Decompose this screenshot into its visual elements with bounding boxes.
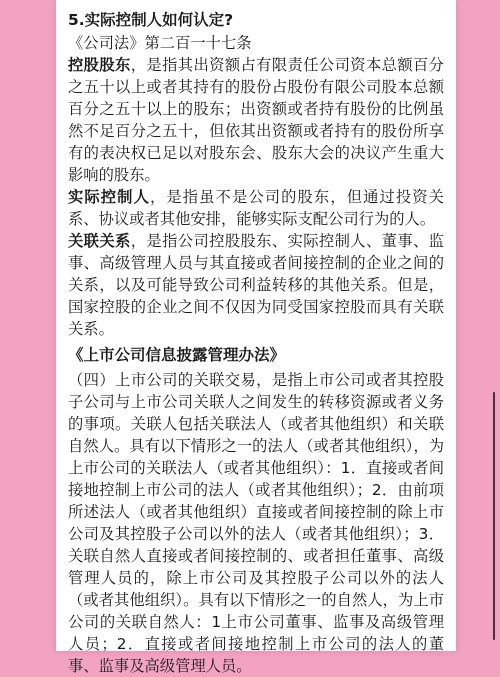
definition-text: ，是指公司控股股东、实际控制人、董事、监事、高级管理人员与其直接或者间接控制的企业之间的关系，以及可能导致公司利益转移的其他关系。但是，国家控股的企业之间不仅因为同受国家控股而具有关联关系。 [68, 232, 444, 338]
term-label: 实际控制人 [68, 188, 150, 206]
section-body: （四）上市公司的关联交易，是指上市公司或者其控股子公司与上市公司关联人之间发生的转移资源或者义务的事项。关联人包括关联法人（或者其他组织）和关联自然人。具有以下情形之一的法人（或者其他组织），为上市公司的关联法人（或者其他组织）：1．直接或者间接地控制上市公司的法人（或者其他组织）；2．由前项所述法人（或者其他组织）直接或者间接控制的除上市公司及其控股子公司以外的法人（或者其他组织）；3．关联自然人直接或者间接控制的、或者担任董事、高级管理人员的，除上市公司及其控股子公司以外的法人（或者其他组织）。具有以下情形之一的自然人，为上市公司的关联自然人：1上市公司董事、监事及高级管理人员；2．直接或者间接地控制上市公司的法人的董事、监事及高级管理人员。 [68, 371, 444, 675]
definition-related-relationship [68, 230, 444, 340]
scroll-indicator[interactable] [493, 392, 495, 640]
definition-controlling-shareholder [68, 54, 444, 186]
law-reference: 《公司法》第二百一十七条 [68, 34, 252, 52]
definition-text: ，是指虽不是公司的股东，但通过投资关系、协议或者其他安排，能够实际支配公司行为的人。 [68, 188, 444, 228]
definition-text: ，是指其出资额占有限责任公司资本总额百分之五十以上或者其持有的股份占股份有限公司股本总额百分之五十以上的股东；出资额或者持有股份的比例虽然不足百分之五十，但依其出资额或者持有的股份所享有的表决权已足以对股东会、股东大会的决议产生重大影响的股东。 [68, 56, 444, 184]
term-label: 控股股东 [68, 56, 131, 74]
definition-actual-controller [68, 186, 444, 230]
question-heading: 5.实际控制人如何认定? [68, 11, 234, 29]
document-card [56, 0, 456, 675]
section-title: 《上市公司信息披露管理办法》 [68, 346, 286, 364]
term-label: 关联关系 [68, 232, 131, 250]
